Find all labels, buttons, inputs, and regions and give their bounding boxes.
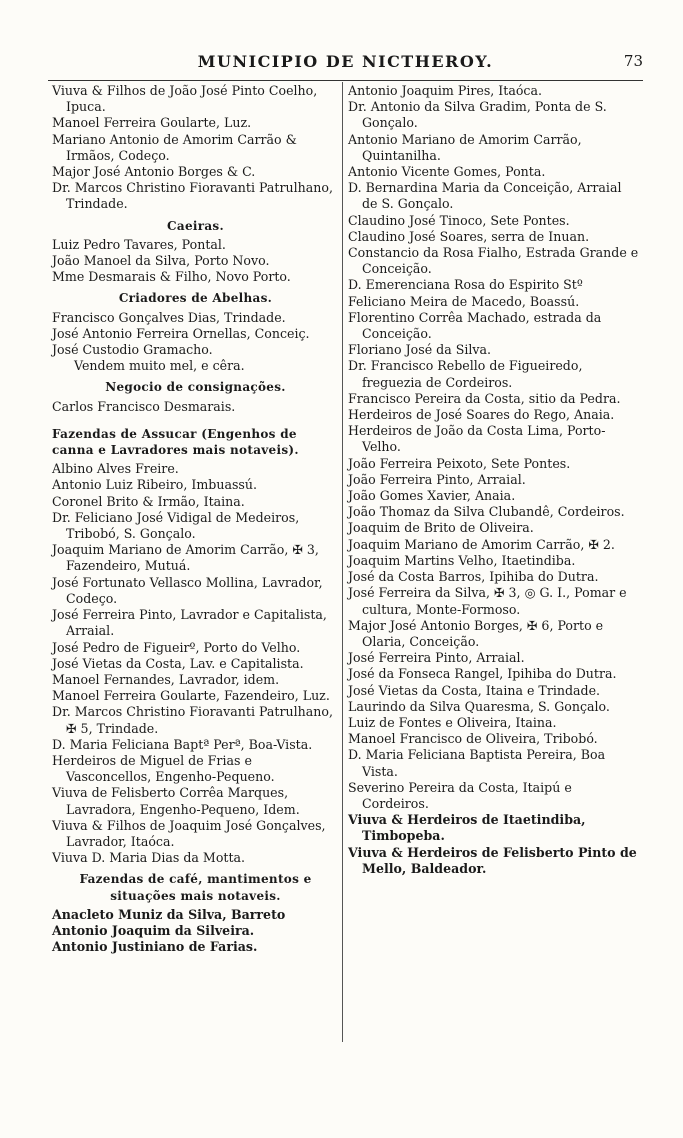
column-divider (342, 82, 343, 1042)
list-item: Dr. Francisco Rebello de Figueiredo, freguezia de Cordeiros. (348, 358, 583, 390)
list-item: Francisco Pereira da Costa, sitio da Pedra. (348, 390, 621, 406)
list-item: Antonio Joaquim Pires, Itaóca. (348, 83, 542, 98)
list-item: Viuva D. Maria Dias da Motta. (52, 850, 246, 866)
list-item: Anacleto Muniz da Silva, Barreto (52, 906, 286, 922)
list-item: Coronel Brito & Irmão, Itaina. (52, 493, 245, 509)
list-item: Major José Antonio Borges, ✠ 6, Porto e Olaria, Conceição. (348, 617, 604, 649)
list-item: Herdeiros de José Soares do Rego, Anaia. (348, 407, 615, 423)
list-item: Luiz Pedro Tavares, Pontal. (52, 236, 226, 252)
list-item: Viuva & Herdeiros de Itaetindiba, Timbopeba. (348, 812, 586, 844)
list-item: João Ferreira Peixoto, Sete Pontes. (348, 455, 571, 471)
section-heading-abelhas: Criadores de Abelhas. (118, 291, 273, 306)
list-item: D. Bernardina Maria da Conceição, Arraial de S. Gonçalo. (348, 180, 622, 212)
list-item: Albino Alves Freire. (52, 461, 179, 477)
list-item: Joaquim Martins Velho, Itaetindiba. (348, 552, 576, 568)
list-item: José da Costa Barros, Ipihiba do Dutra. (348, 569, 599, 585)
list-item: José Fortunato Vellasco Mollina, Lavrador, Codeço. (52, 574, 323, 606)
list-item: João Manoel da Silva, Porto Novo. (52, 253, 270, 269)
list-item: Viuva & Filhos de Joaquim José Gonçalves, Lavrador, Itaóca. (52, 817, 326, 849)
list-item: D. Emerenciana Rosa do Espirito Stº (348, 277, 583, 293)
list-item: Herdeiros de João da Costa Lima, Porto-Velho. (348, 423, 606, 455)
list-item: Antonio Justiniano de Farias. (52, 939, 258, 955)
list-item: Dr. Antonio da Silva Gradim, Ponta de S. Gonçalo. (348, 99, 607, 131)
list-item: Joaquim de Brito de Oliveira. (348, 520, 534, 536)
page-number: 73 (623, 52, 643, 70)
list-item: José Vietas da Costa, Lav. e Capitalista. (52, 655, 304, 671)
list-item: Severino Pereira da Costa, Itaipú e Cordeiros. (348, 779, 572, 811)
list-item: João Ferreira Pinto, Arraial. (348, 471, 526, 487)
list-item: Manoel Fernandes, Lavrador, idem. (52, 671, 280, 687)
list-item: José Antonio Ferreira Ornellas, Conceiç. (52, 325, 310, 341)
section-heading-assucar: Fazendas de Assucar (Engenhos de canna e Lavradores mais notaveis). (52, 426, 299, 458)
list-item: Feliciano Meira de Macedo, Boassú. (348, 293, 580, 309)
list-item: José da Fonseca Rangel, Ipihiba do Dutra. (348, 666, 617, 682)
list-item: Antonio Joaquim da Silveira. (52, 922, 255, 938)
right-column (348, 83, 640, 877)
list-item: José Ferreira Pinto, Lavrador e Capitalista, Arraial. (52, 607, 327, 639)
list-item: Herdeiros de Miguel de Frias e Vasconcellos, Engenho-Pequeno. (52, 752, 275, 785)
list-item: Viuva & Herdeiros de Felisberto Pinto de Mello, Baldeador. (348, 844, 637, 876)
list-item: Manoel Ferreira Goularte, Luz. (52, 115, 252, 131)
list-item: Dr. Marcos Christino Fioravanti Patrulhano, ✠ 5, Trindade. (52, 704, 333, 736)
list-item: João Thomaz da Silva Clubandê, Cordeiros. (348, 504, 625, 520)
list-item: Major José Antonio Borges & C. (52, 164, 256, 180)
list-item: Laurindo da Silva Quaresma, S. Gonçalo. (348, 698, 610, 714)
list-item: Joaquim Mariano de Amorim Carrão, ✠ 3, Fazendeiro, Mutuá. (52, 542, 319, 574)
list-item: Claudino José Soares, serra de Inuan. (348, 228, 590, 244)
list-item: Antonio Vicente Gomes, Ponta. (348, 164, 546, 180)
list-item: Carlos Francisco Desmarais. (52, 398, 236, 414)
spacer (52, 415, 339, 421)
list-item: Viuva de Felisberto Corrêa Marques, Lavradora, Engenho-Pequeno, Idem. (52, 785, 300, 817)
list-item: Francisco Gonçalves Dias, Trindade. (52, 309, 286, 325)
list-item: José Vietas da Costa, Itaina e Trindade. (348, 682, 601, 698)
list-item: D. Maria Feliciana Baptª Perª, Boa-Vista. (52, 736, 313, 752)
list-item: D. Maria Feliciana Baptista Pereira, Boa Vista. (348, 747, 606, 779)
page-title: MUNICIPIO DE NICTHEROY. (197, 52, 494, 71)
list-item: José Custodio Gramacho. (52, 342, 213, 358)
list-item: José Ferreira da Silva, ✠ 3, ◎ G. I., Pomar e cultura, Monte-Formoso. (348, 585, 627, 617)
list-item: João Gomes Xavier, Anaia. (348, 488, 516, 504)
list-item: Constancio da Rosa Fialho, Estrada Grande e Conceição. (348, 245, 639, 277)
list-item: José Pedro de Figueirº, Porto do Velho. (52, 639, 301, 655)
list-item: Floriano José da Silva. (348, 342, 492, 358)
list-item: Manoel Francisco de Oliveira, Tribobó. (348, 731, 598, 747)
section-heading-caeiras: Caeiras. (167, 218, 224, 233)
list-item: Antonio Mariano de Amorim Carrão, Quintanilha. (348, 131, 582, 163)
list-item: Claudino José Tinoco, Sete Pontes. (348, 212, 570, 228)
list-item: Luiz de Fontes e Oliveira, Itaina. (348, 714, 557, 730)
list-item: Antonio Luiz Ribeiro, Imbuassú. (52, 477, 258, 493)
list-item: Dr. Feliciano José Vidigal de Medeiros, Tribobó, S. Gonçalo. (52, 509, 300, 542)
page-header (48, 52, 643, 78)
section-heading-cafe: Fazendas de café, mantimentos e situações mais notaveis. (79, 872, 312, 903)
list-item: Joaquim Mariano de Amorim Carrão, ✠ 2. (348, 536, 615, 552)
list-item: Manoel Ferreira Goularte, Fazendeiro, Luz. (52, 688, 330, 704)
section-note: Vendem muito mel, e cêra. (74, 358, 245, 374)
list-item: Viuva & Filhos de João José Pinto Coelho, Ipuca. (52, 83, 318, 115)
list-item: José Ferreira Pinto, Arraial. (348, 650, 525, 666)
list-item: Mme Desmarais & Filho, Novo Porto. (52, 269, 291, 285)
list-item: Dr. Marcos Christino Fioravanti Patrulhano, Trindade. (52, 180, 333, 212)
header-rule (48, 80, 643, 81)
left-column (52, 83, 339, 955)
list-item: Mariano Antonio de Amorim Carrão & Irmãos, Codeço. (52, 131, 297, 163)
list-item: Florentino Corrêa Machado, estrada da Conceição. (348, 309, 602, 342)
section-heading-consignacoes: Negocio de consignações. (105, 380, 286, 395)
